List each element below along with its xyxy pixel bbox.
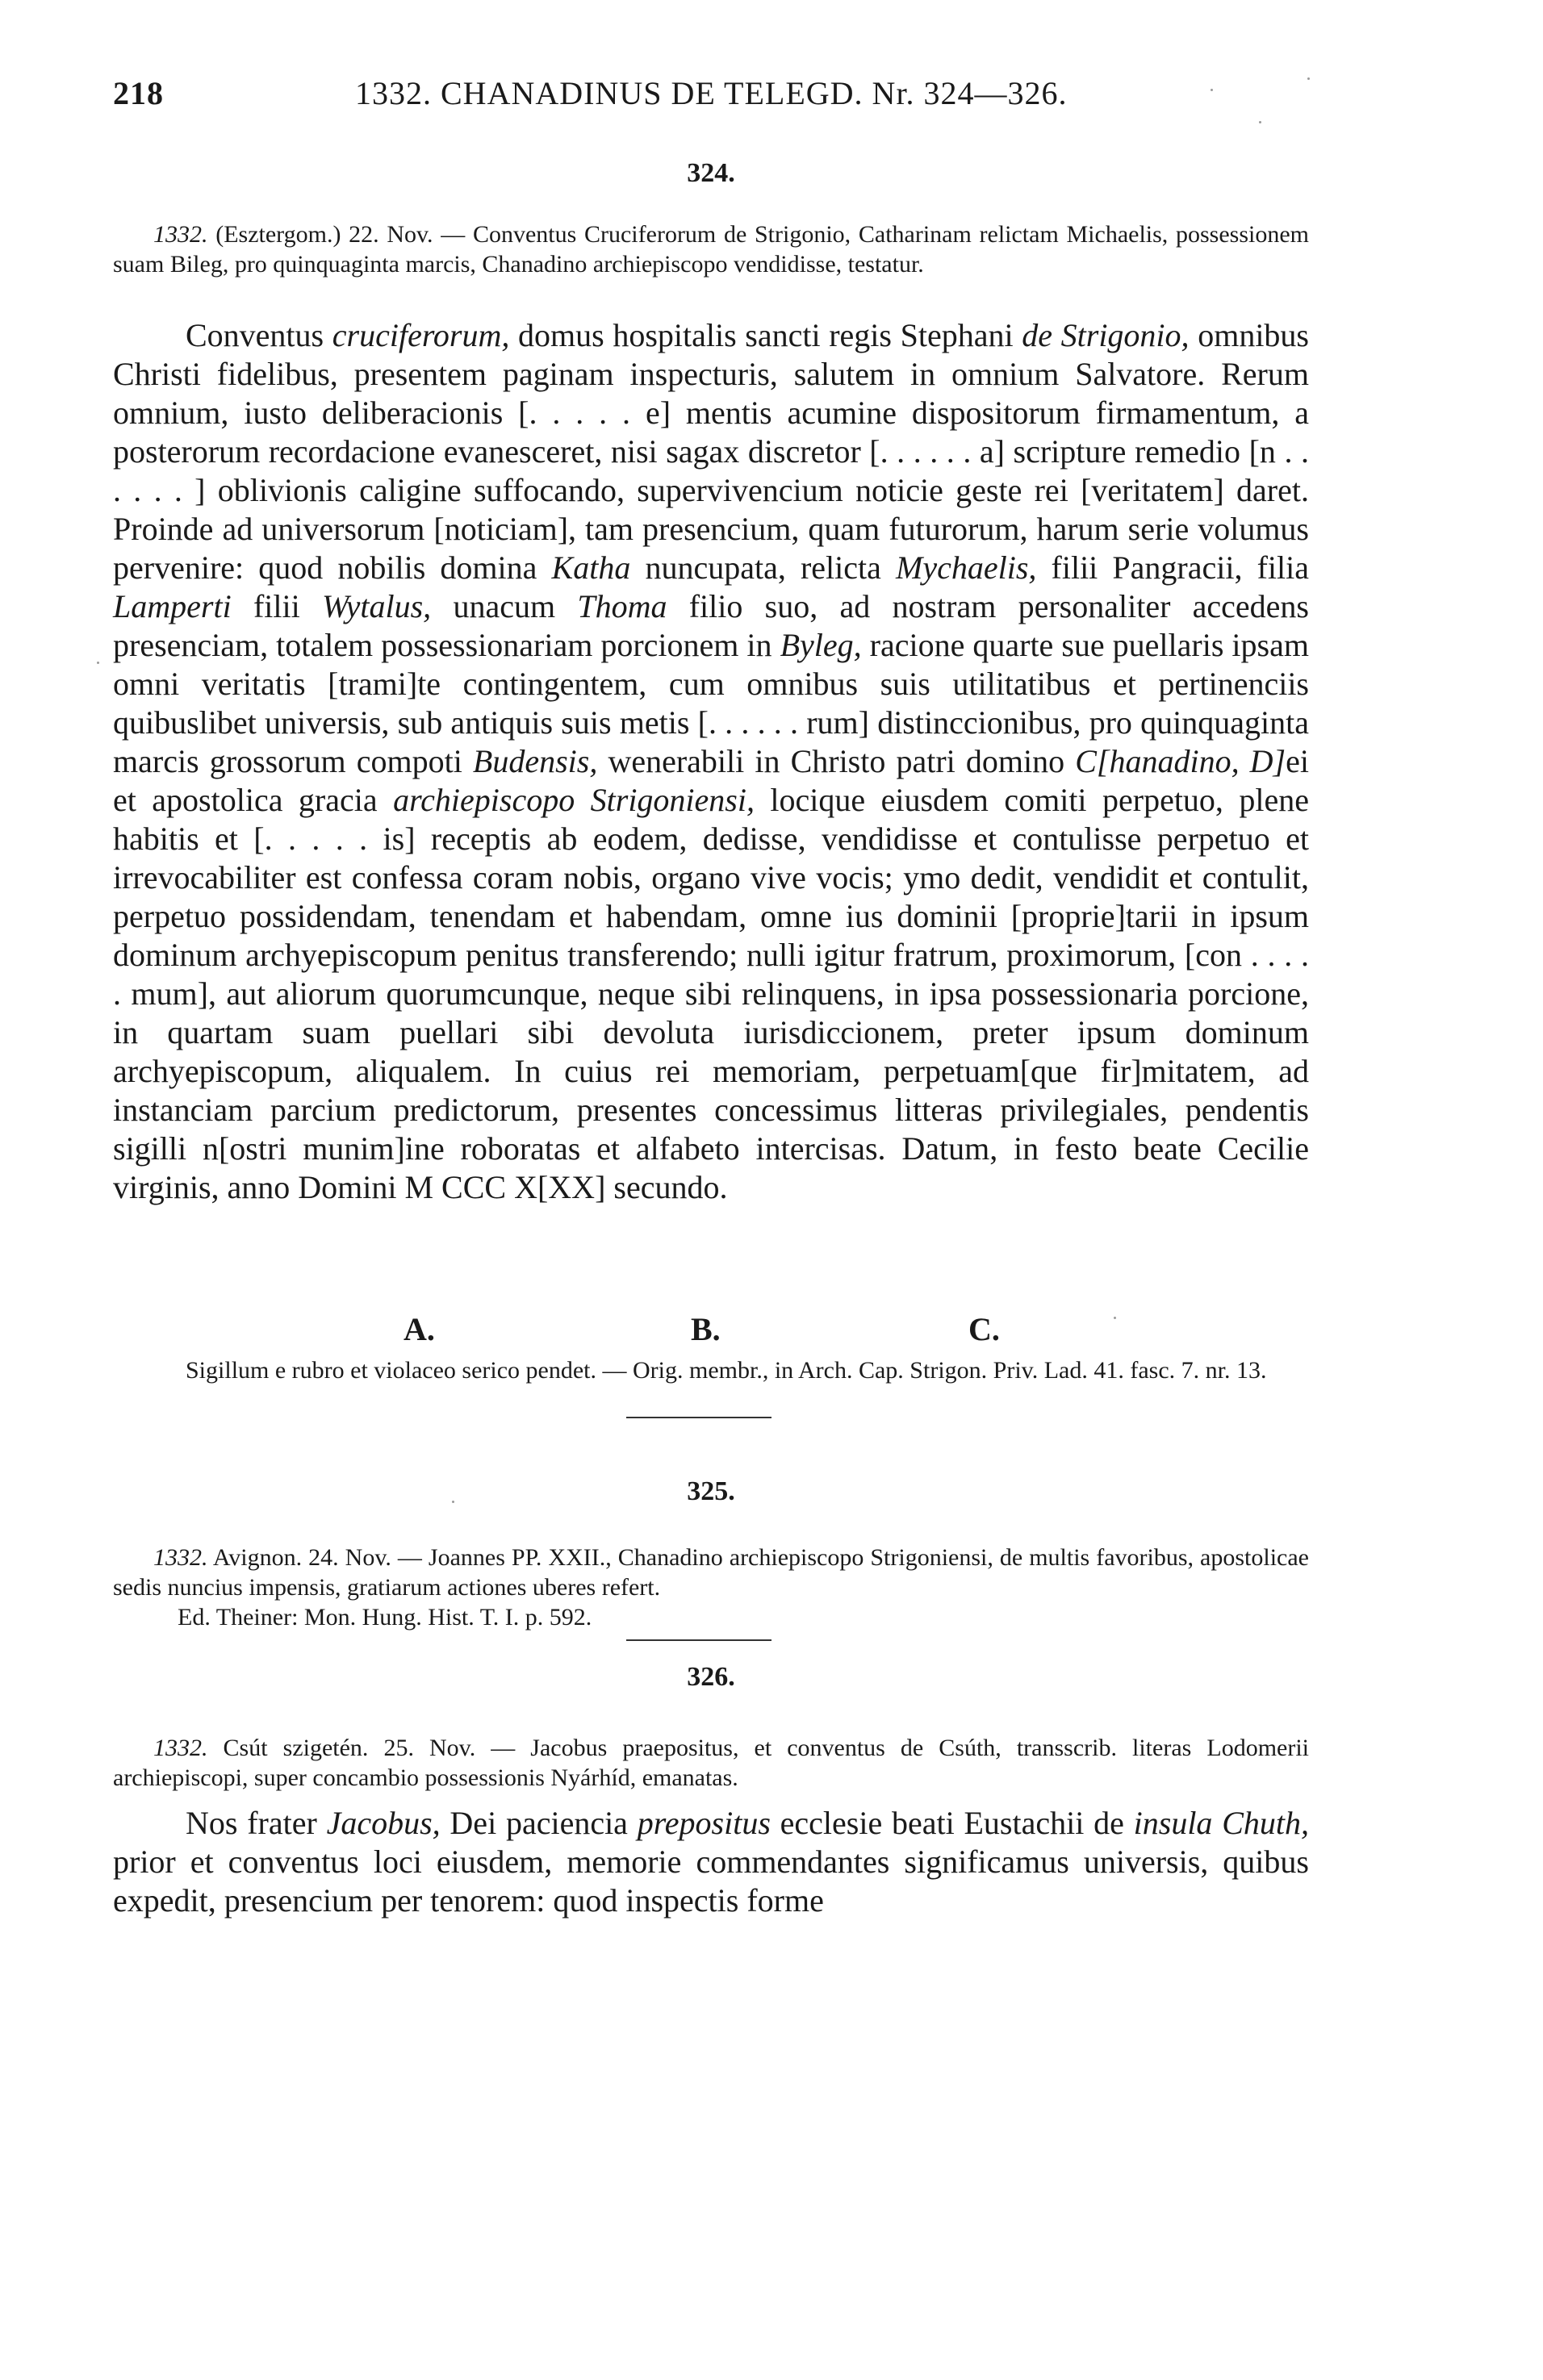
running-head [113,74,1307,123]
scan-speck [1114,1317,1116,1319]
regest-text: Csút szigetén. 25. Nov. — Jacobus praepositus, et conventus de Csúth, transscrib. literas Lodomerii archiepiscopi, super concambio possessionis Nyárhíd, emanatas. [113,1735,1309,1791]
document-325 [113,1476,1309,1507]
document-324 [113,158,1309,189]
scan-speck [1307,77,1310,80]
separator-rule [626,1639,772,1641]
edition-note: Ed. Theiner: Mon. Hung. Hist. T. I. p. 592. [178,1604,592,1631]
scan-speck [452,1501,454,1503]
source-note: Sigillum e rubro et violaceo serico pendet. — Orig. membr., in Arch. Cap. Strigon. Priv. Lad. 41. fasc. 7. nr. 13. [186,1357,1267,1384]
regest-text: Avignon. 24. Nov. — Joannes PP. XXII., Chanadino archiepiscopo Strigoniensi, de multis favoribus, apostolicae sedis nuncius impensis, gratiarum actiones uberes refert. [113,1544,1309,1601]
separator-rule [626,1417,772,1418]
regest-text: (Esztergom.) 22. Nov. — Conventus Cruciferorum de Strigonio, Catharinam relictam Michaelis, possessionem suam Bileg, pro quinquaginta marcis, Chanadino archiepiscopo vendidisse, testatur. [113,221,1309,278]
charter-text-324 [113,316,1309,1207]
regest-date: 1332. [153,1544,208,1571]
charter-body: Nos frater Jacobus, Dei paciencia prepositus ecclesie beati Eustachii de insula Chuth, prior et conventus loci eiusdem, memorie commendantes significamus universis, quibus expedit, presencium per tenorem: quod inspectis forme [113,1805,1309,1919]
regest-325 [113,1543,1309,1632]
regest-date: 1332. [153,221,208,248]
document-number: 325. [687,1476,735,1506]
document-number: 324. [687,158,735,188]
siglum-c: C. [968,1311,1000,1347]
siglum-a: A. [404,1311,435,1347]
source-note-324 [113,1355,1309,1385]
siglum-b: B. [691,1311,721,1347]
regest-date: 1332. [153,1735,208,1761]
scan-speck [1259,121,1261,123]
document-number: 326. [687,1662,735,1692]
alphabet-sigla [113,1310,1309,1351]
scan-speck [97,662,99,664]
document-326 [113,1662,1309,1693]
scan-speck [1211,89,1213,91]
regest-324 [113,219,1309,279]
running-title: 1332. CHANADINUS DE TELEGD. Nr. 324—326. [355,75,1068,111]
page-number: 218 [113,75,164,111]
charter-text-326 [113,1804,1309,1920]
charter-body: Conventus cruciferorum, domus hospitalis sancti regis Stephani de Strigonio, omnibus Christi fidelibus, presentem paginam inspecturis, salutem in omnium Salvatore. Rerum omnium, iusto deliberacionis [. . . . . e] mentis acumine dispositorum firmamentum, a posterorum recordacione evanesceret, nisi sagax discretor [. . . . . . a] scripture remedio [n . . . . . . ] oblivionis caligine suffocando, supervivencium noticie geste rei [veritatem] daret. Proinde ad universorum [noticiam], tam presencium, quam futurorum, harum serie volumus pervenire: quod nobilis domina Katha nuncupata, relicta Mychaelis, filii Pangracii, filia Lamperti filii Wytalus, unacum Thoma filio suo, ad nostram personaliter accedens presenciam, totalem possessionariam porcionem in Byleg, racione quarte sue puellaris ipsam omni veritatis [trami]te contingentem, cum omnibus suis utilitatibus et pertinenciis quibuslibet universis, sub antiquis suis metis [. . . . . . rum] distinccionibus, pro quinquaginta marcis grossorum compoti Budensis, wenerabili in Christo patri domino C[hanadino, D]ei et apostolica gracia archiepiscopo Strigoniensi, locique eiusdem comiti perpetuo, plene habitis et [. . . . . is] receptis ab eodem, dedisse, vendidisse et contulisse perpetuo et irrevocabiliter est confessa coram nobis, organo vive vocis; ymo dedit, vendidit et contulit, perpetuo possidendam, tenendam et habendam, omne ius dominii [proprie]tarii in ipsum dominum archyepiscopum penitus transferendo; nulli igitur fratrum, proximorum, [con . . . . . mum], aut aliorum quorumcunque, neque sibi relinquens, in ipsa possessionaria porcione, in quartam suam puellari sibi devoluta iurisdiccionem, preter ipsum dominum archyepiscopum, aliqualem. In cuius rei memoriam, perpetuam[que fir]mitatem, ad instanciam parcium predictorum, presentes concessimus litteras privilegiales, pendentis sigilli n[ostri munim]ine roboratas et alfabeto intercisas. Datum, in festo beate Cecilie virginis, anno Domini M CCC X[XX] secundo. [113,317,1310,1205]
regest-326 [113,1733,1309,1793]
